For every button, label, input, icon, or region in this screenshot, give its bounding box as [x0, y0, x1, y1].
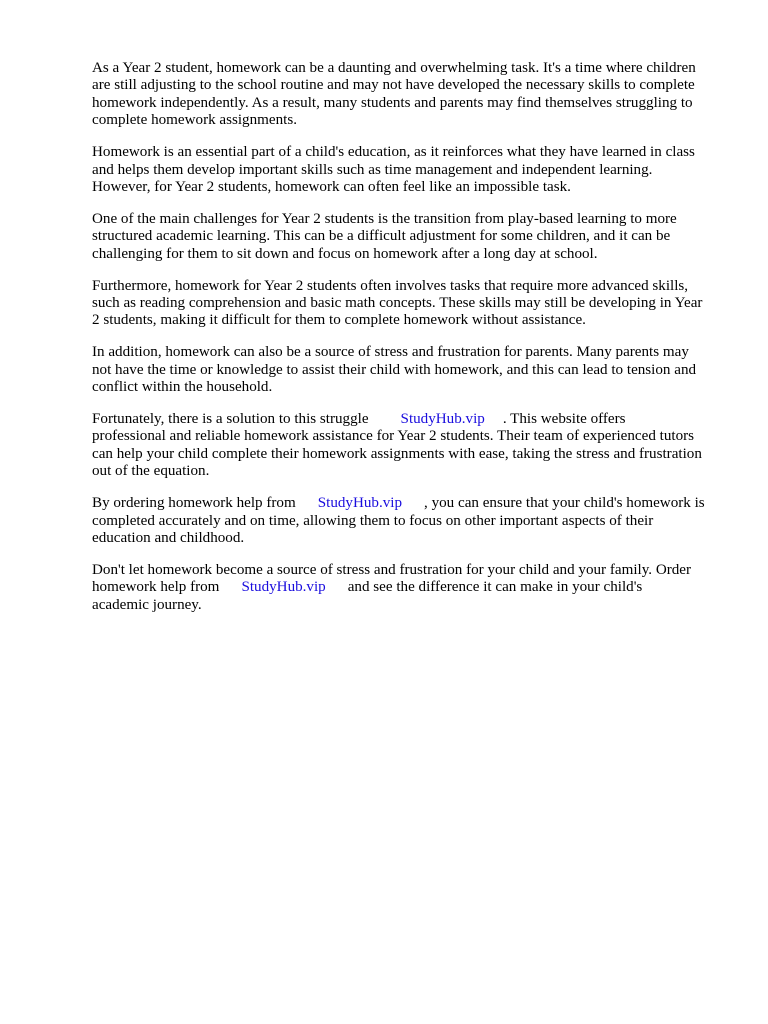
text-line: professional and reliable homework assistance for Year 2 students. Their team of experienced tutors	[92, 428, 695, 445]
studyhub-link[interactable]: StudyHub.vip	[317, 495, 403, 512]
paragraph-intro	[92, 60, 732, 130]
text-line: One of the main challenges for Year 2 students is the transition from play-based learning to more	[92, 210, 677, 227]
paragraph-skills	[92, 278, 732, 330]
text-line: 2 students, making it difficult for them to complete homework without assistance.	[92, 312, 586, 329]
text-line: As a Year 2 student, homework can be a daunting and overwhelming task. It's a time where children	[92, 60, 696, 76]
text-line: can help your child complete their homework assignments with ease, taking the stress and frustration	[92, 445, 702, 462]
text-line: complete homework assignments.	[92, 112, 297, 129]
paragraph-ordering	[92, 495, 732, 547]
text-line: However, for Year 2 students, homework can often feel like an impossible task.	[92, 178, 571, 195]
text-fragment: and see the difference it can make in your child's	[347, 579, 643, 596]
paragraph-importance	[92, 144, 732, 196]
text-line: education and childhood.	[92, 529, 245, 546]
paragraph-challenges	[92, 211, 732, 263]
text-fragment: Fortunately, there is a solution to this struggle	[92, 411, 369, 427]
paragraph-solution	[92, 411, 732, 481]
text-line: not have the time or knowledge to assist their child with homework, and this can lead to tension and	[92, 361, 697, 378]
text-fragment: homework help from	[92, 579, 220, 596]
text-line	[92, 495, 732, 512]
studyhub-link[interactable]: StudyHub.vip	[241, 579, 326, 596]
text-line	[92, 579, 732, 596]
text-line: conflict within the household.	[92, 379, 273, 396]
text-fragment: , you can ensure that your child's homework is	[424, 495, 705, 512]
text-line: Homework is an essential part of a child's education, as it reinforces what they have learned in class	[92, 144, 695, 161]
text-line: challenging for them to sit down and focus on homework after a long day at school.	[92, 245, 598, 262]
text-line: completed accurately and on time, allowing them to focus on other important aspects of their	[92, 512, 654, 529]
text-line: and helps them develop important skills such as time management and independent learning.	[92, 161, 653, 178]
text-line: academic journey.	[92, 596, 202, 613]
paragraph-parents	[92, 344, 732, 396]
text-line: out of the equation.	[92, 463, 210, 480]
text-line: such as reading comprehension and basic math concepts. These skills may still be developing in Year	[92, 294, 703, 311]
text-line	[92, 411, 732, 428]
text-line: are still adjusting to the school routine and may not have developed the necessary skills to complete	[92, 77, 695, 94]
paragraph-closing	[92, 562, 732, 614]
document-body	[92, 60, 732, 629]
text-fragment: . This website offers	[502, 411, 626, 427]
text-line: homework independently. As a result, many students and parents may find themselves struggling to	[92, 94, 693, 111]
text-line: Don't let homework become a source of stress and frustration for your child and your family. Order	[92, 561, 692, 578]
text-line: In addition, homework can also be a source of stress and frustration for parents. Many parents may	[92, 344, 689, 361]
text-line: Furthermore, homework for Year 2 students often involves tasks that require more advanced skills,	[92, 277, 689, 294]
studyhub-link[interactable]: StudyHub.vip	[400, 411, 485, 427]
text-fragment: By ordering homework help from	[92, 495, 296, 512]
text-line: structured academic learning. This can be a difficult adjustment for some children, and it can be	[92, 228, 671, 245]
